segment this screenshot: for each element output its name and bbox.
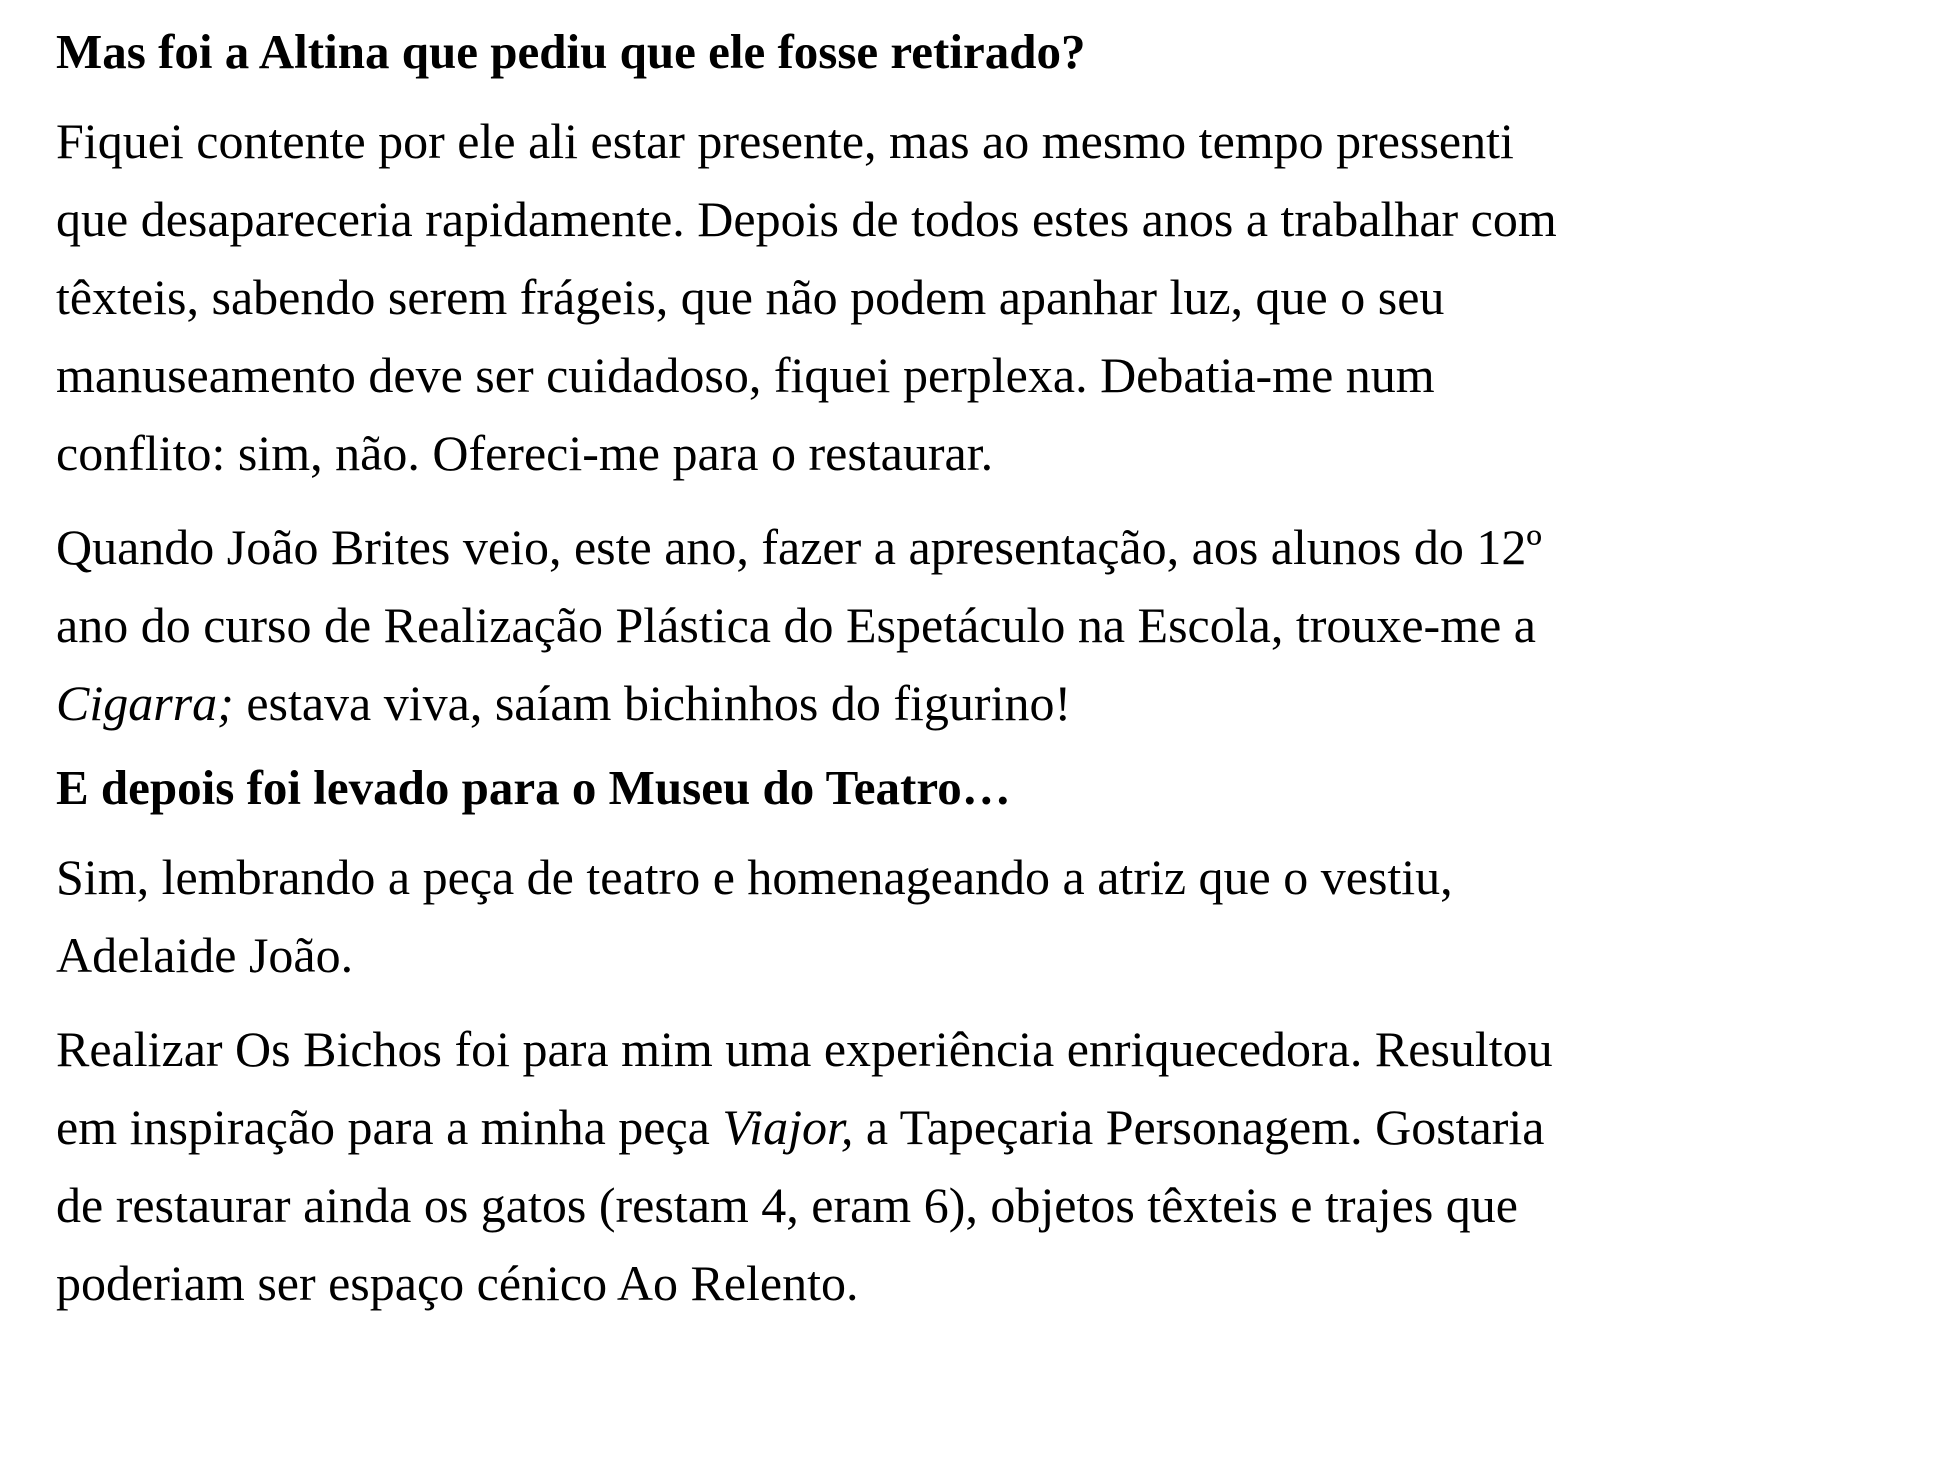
answer-paragraph-1 xyxy=(56,102,1936,492)
answer-1-line-2: que desapareceria rapidamente. Depois de todos estes anos a trabalhar com xyxy=(56,191,1557,247)
answer-3-line-2: Adelaide João. xyxy=(56,927,354,983)
answer-1-line-4: manuseamento deve ser cuidadoso, fiquei perplexa. Debatia-me num xyxy=(56,347,1435,403)
answer-4-line-2-post: a Tapeçaria Personagem. Gostaria xyxy=(853,1099,1545,1155)
answer-paragraph-3 xyxy=(56,838,1936,994)
answer-4-line-4: poderiam ser espaço cénico Ao Relento. xyxy=(56,1255,859,1311)
answer-4-line-1: Realizar Os Bichos foi para mim uma experiência enriquecedora. Resultou xyxy=(56,1021,1553,1077)
answer-3-line-1: Sim, lembrando a peça de teatro e homenageando a atriz que o vestiu, xyxy=(56,849,1453,905)
answer-2-line-3-text: estava viva, saíam bichinhos do figurino! xyxy=(233,675,1072,731)
italic-title-viajor: Viajor, xyxy=(722,1099,854,1155)
answer-paragraph-4 xyxy=(56,1010,1936,1322)
answer-4-line-2-pre: em inspiração para a minha peça xyxy=(56,1099,723,1155)
answer-1-line-1: Fiquei contente por ele ali estar presente, mas ao mesmo tempo pressenti xyxy=(56,113,1514,169)
interview-question-1: Mas foi a Altina que pediu que ele fosse retirado? xyxy=(56,24,1086,79)
answer-paragraph-2 xyxy=(56,508,1936,742)
answer-2-line-3 xyxy=(56,664,1936,742)
document-page xyxy=(56,22,1936,1322)
italic-title-cigarra: Cigarra; xyxy=(56,675,234,731)
answer-1-line-5: conflito: sim, não. Ofereci-me para o restaurar. xyxy=(56,425,994,481)
answer-2-line-1: Quando João Brites veio, este ano, fazer a apresentação, aos alunos do 12º xyxy=(56,519,1542,575)
answer-1-line-3: têxteis, sabendo serem frágeis, que não podem apanhar luz, que o seu xyxy=(56,269,1445,325)
answer-2-line-2: ano do curso de Realização Plástica do Espetáculo na Escola, trouxe-me a xyxy=(56,597,1536,653)
answer-4-line-2 xyxy=(56,1088,1936,1166)
answer-4-line-3: de restaurar ainda os gatos (restam 4, eram 6), objetos têxteis e trajes que xyxy=(56,1177,1518,1233)
interview-question-2: E depois foi levado para o Museu do Teatro… xyxy=(56,760,1011,815)
